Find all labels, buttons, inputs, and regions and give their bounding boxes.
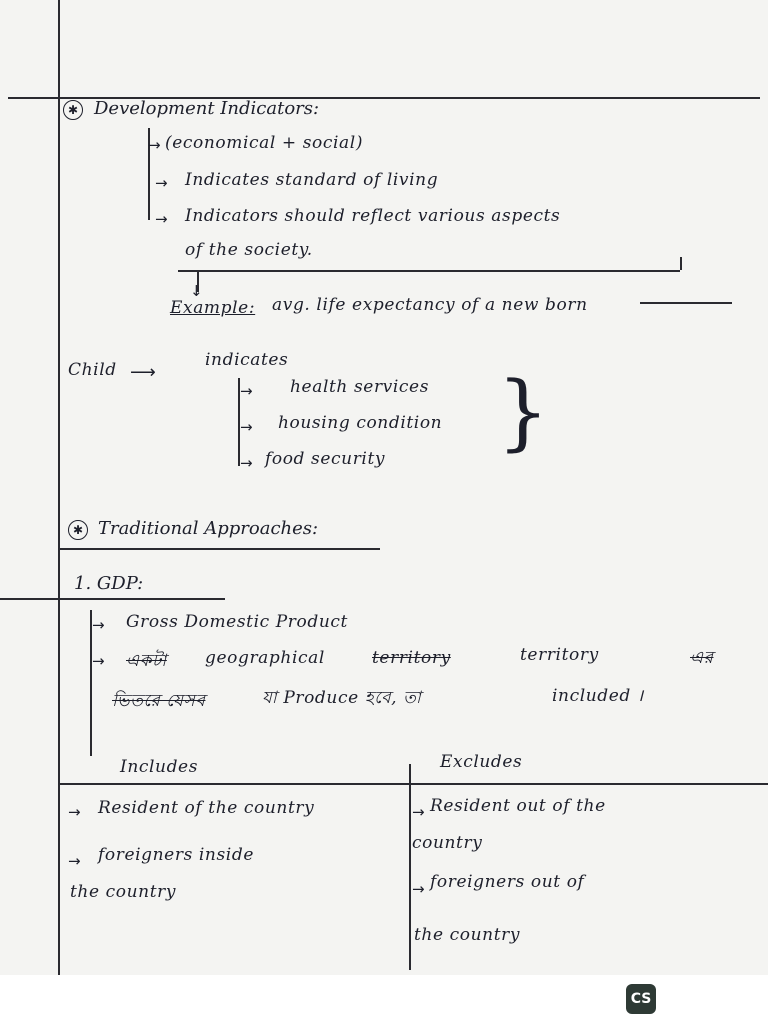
asterisk-bullet-icon: ✱ <box>63 100 83 120</box>
gdp-line2-geographical: geographical <box>205 648 325 668</box>
dev-item-2: Indicates standard of living <box>185 170 439 190</box>
example-label: Example: <box>170 298 256 318</box>
arrow-icon: → <box>240 418 253 436</box>
table-column-divider <box>409 764 411 970</box>
arrow-icon: → <box>155 210 168 228</box>
sub-item-food: food security <box>265 449 386 469</box>
includes-item-2-cont: the country <box>70 882 177 902</box>
includes-item-2: foreigners inside <box>98 845 254 865</box>
arrow-icon: → <box>68 803 81 821</box>
asterisk-bullet-icon: ✱ <box>68 520 88 540</box>
sub-item-health: health services <box>290 377 430 397</box>
excludes-item-1: Resident out of the <box>430 796 606 816</box>
table-header-line <box>58 783 768 785</box>
excludes-item-2-cont: the country <box>414 925 521 945</box>
gdp-underline <box>0 598 225 600</box>
includes-item-1: Resident of the country <box>98 798 315 818</box>
page-margin-line <box>58 0 60 975</box>
camscanner-logo: CS <box>626 984 656 1014</box>
gdp-line2-bengali-a: একটা <box>126 651 167 671</box>
gdp-line2-bengali-d: এর <box>690 648 714 668</box>
gdp-heading: 1. GDP: <box>74 573 144 594</box>
indicates-label: indicates <box>205 350 289 370</box>
gdp-line2-struck: territory <box>372 648 451 668</box>
child-label: Child <box>68 360 117 380</box>
gdp-line3-bengali: ভিতরে যেসব <box>112 691 206 711</box>
example-text: avg. life expectancy of a new born <box>272 295 588 315</box>
arrow-icon: → <box>68 852 81 870</box>
arrow-icon: → <box>155 174 168 192</box>
dev-item-3-cont: of the society. <box>185 240 313 260</box>
gdp-line3-produce: যা Produce হবে, তা <box>262 688 422 708</box>
arrow-icon: → <box>240 454 253 472</box>
arrow-icon: → <box>92 616 105 634</box>
dev-heading: Development Indicators: <box>94 98 320 119</box>
example-bracket <box>178 270 680 272</box>
excludes-item-2: foreigners out of <box>430 872 585 892</box>
arrow-icon: → <box>412 880 425 898</box>
dev-item-3: Indicators should reflect various aspects <box>185 206 561 226</box>
arrow-icon: → <box>92 652 105 670</box>
arrow-down-icon: ↓ <box>190 282 203 300</box>
traditional-heading-underline <box>58 548 380 550</box>
arrow-icon: → <box>240 382 253 400</box>
arrow-icon: → <box>412 803 425 821</box>
gdp-item-1: Gross Domestic Product <box>126 612 348 632</box>
sub-item-housing: housing condition <box>278 413 443 433</box>
dev-item-1: (economical + social) <box>165 133 364 153</box>
excludes-item-1-cont: country <box>412 833 483 853</box>
arrow-icon: ⟶ <box>130 362 156 383</box>
gdp-line2-territory: territory <box>520 645 599 665</box>
example-trailing-line <box>640 302 732 304</box>
example-bracket-tick <box>680 257 682 270</box>
excludes-header: Excludes <box>440 752 523 772</box>
gdp-line3-included: included । <box>552 686 644 706</box>
includes-header: Includes <box>120 757 199 777</box>
right-brace: } <box>497 365 550 460</box>
trad-heading: Traditional Approaches: <box>98 518 319 539</box>
arrow-icon: → <box>148 136 161 154</box>
